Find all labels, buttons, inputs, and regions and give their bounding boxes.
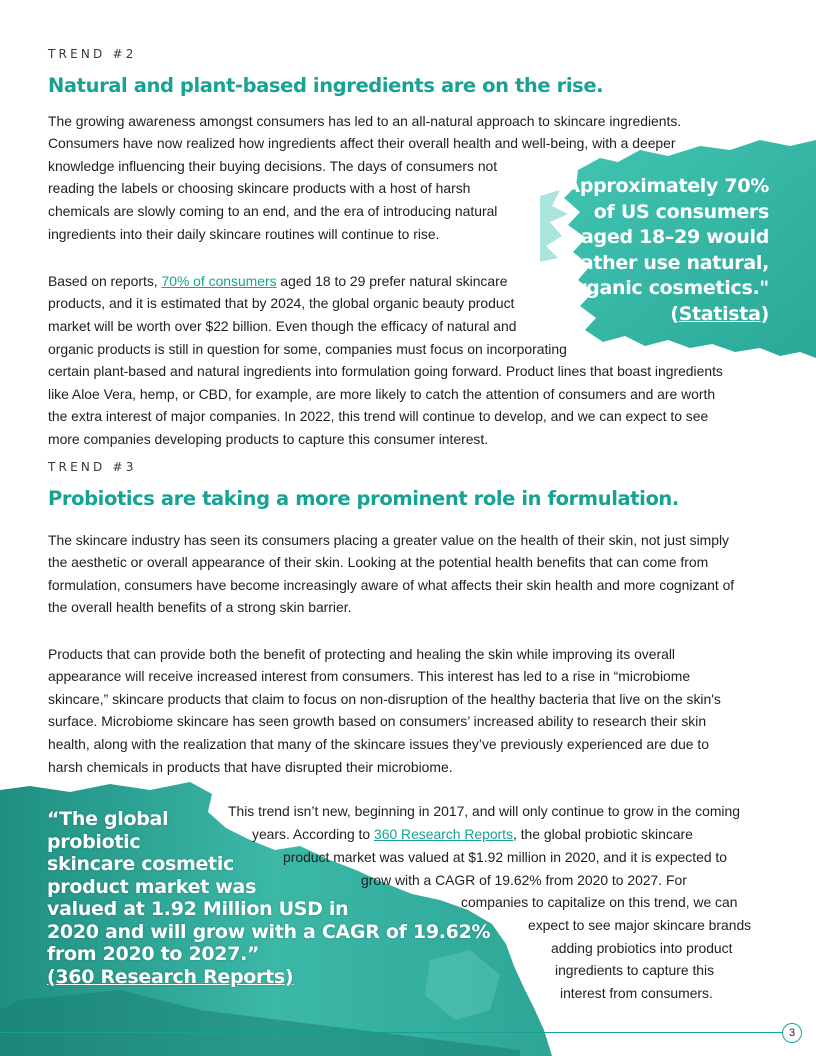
text-line: This trend isn’t new, beginning in 2017, and will only continue to grow in the coming — [228, 803, 740, 819]
text-line: Products that can provide both the benefit of protecting and healing the skin while improving its overall — [48, 646, 675, 662]
footer-rule — [0, 1032, 782, 1033]
text-line: more companies developing products to capture this consumer interest. — [48, 431, 489, 447]
text-line: The growing awareness amongst consumers has led to an all-natural approach to skincare ingredients. — [48, 113, 682, 129]
quote-line: skincare cosmetic — [47, 853, 235, 875]
statista-70-percent-link[interactable]: 70% of consumers — [161, 273, 277, 289]
text-line: products, and it is estimated that by 2024, the global organic beauty product — [48, 295, 515, 311]
trend-3-label: TREND #3 — [48, 460, 137, 474]
text-line: The skincare industry has seen its consumers placing a greater value on the health of their skin, not just simply — [48, 532, 729, 548]
trend-2-label: TREND #2 — [48, 47, 137, 61]
quote-paren: ) — [760, 302, 769, 325]
text-line: grow with a CAGR of 19.62% from 2020 to 2027. For — [361, 872, 687, 888]
text-line: the overall health benefits of a strong skin barrier. — [48, 599, 352, 615]
text-line: formulation, consumers have become increasingly aware of what affects their skin health and more cognizant of — [48, 577, 735, 593]
text-line: adding probiotics into product — [551, 940, 733, 956]
text-line: ingredients to capture this — [555, 962, 715, 978]
quote-line: Approximately 70% — [565, 175, 769, 197]
text-line: health, along with the realization that many of the skincare issues they’ve previously experienced are due to — [48, 736, 709, 752]
text-line: reading the labels or choosing skincare products with a host of harsh — [48, 180, 471, 196]
quote-line: aged 18–29 would — [581, 226, 769, 248]
statista-source-link[interactable]: Statista — [678, 302, 761, 325]
text-span: years. According to — [252, 826, 374, 842]
text-line — [48, 270, 507, 292]
quote-line: 2020 and will grow with a CAGR of 19.62% — [47, 920, 491, 943]
text-line: market will be worth over $22 billion. Even though the efficacy of natural and — [48, 318, 517, 334]
trend-2-pull-quote — [564, 174, 769, 327]
text-line: surface. Microbiome skincare has seen growth based on consumers’ increased ability to research their skin — [48, 713, 707, 729]
text-line: skincare,” skincare products that claim to focus on non-disruption of the healthy bacteria that live on the skin's — [48, 691, 721, 707]
text-span: aged 18 to 29 prefer natural skincare — [276, 273, 508, 289]
quote-line: of US consumers — [593, 200, 769, 223]
trend-3-pull-quote — [47, 808, 490, 988]
text-line: product market was valued at $1.92 million in 2020, and it is expected to — [283, 849, 727, 865]
text-span: Based on reports, — [48, 273, 162, 289]
text-line: harsh chemicals in products that have disrupted their microbiome. — [48, 759, 453, 775]
text-line: Consumers have now realized how ingredients affect their overall health and well-being, with a deeper — [48, 135, 676, 151]
research-reports-source-link[interactable]: (360 Research Reports) — [47, 965, 294, 988]
text-line: appearance will receive increased interest from consumers. This interest has led to a rise in “microbiome — [48, 668, 691, 684]
quote-line: “The global — [47, 808, 169, 830]
quote-line: valued at 1.92 Million USD in — [47, 898, 349, 920]
text-span: , the global probiotic skincare — [512, 826, 693, 842]
quote-line: rather use natural, — [571, 251, 769, 274]
text-line: interest from consumers. — [560, 985, 713, 1001]
quote-paren: ( — [670, 302, 679, 325]
text-line: knowledge influencing their buying decisions. The days of consumers not — [48, 158, 498, 174]
text-line: companies to capitalize on this trend, we can — [461, 894, 738, 910]
text-line: like Aloe Vera, hemp, or CBD, for example, are more likely to catch the attention of consumers and are worth — [48, 386, 716, 402]
text-line: expect to see major skincare brands — [528, 917, 752, 933]
text-line: chemicals are slowly coming to an end, and the era of introducing natural — [48, 203, 498, 219]
quote-line: organic cosmetics." — [564, 277, 769, 299]
text-line: the aesthetic or overall appearance of their skin. Looking at the potential health benefits that can come from — [48, 554, 709, 570]
text-line: ingredients into their daily skincare routines will continue to rise. — [48, 226, 440, 242]
research-reports-link[interactable]: 360 Research Reports — [374, 826, 513, 842]
trend-2-heading: Natural and plant-based ingredients are on the rise. — [48, 74, 604, 97]
text-line: organic products is still in question for some, companies must focus on incorporating — [48, 341, 567, 357]
quote-source-line — [564, 302, 769, 328]
quote-line: from 2020 to 2027.” — [47, 943, 260, 965]
quote-line: product market was — [47, 875, 257, 898]
page-number: 3 — [782, 1023, 802, 1043]
text-line: the extra interest of major companies. In 2022, this trend will continue to develop, and we can expect to see — [48, 408, 709, 424]
text-line: certain plant-based and natural ingredients into formulation going forward. Product lines that boast ingredients — [48, 363, 723, 379]
quote-line: probiotic — [47, 830, 141, 853]
trend-3-heading: Probiotics are taking a more prominent role in formulation. — [48, 487, 679, 510]
